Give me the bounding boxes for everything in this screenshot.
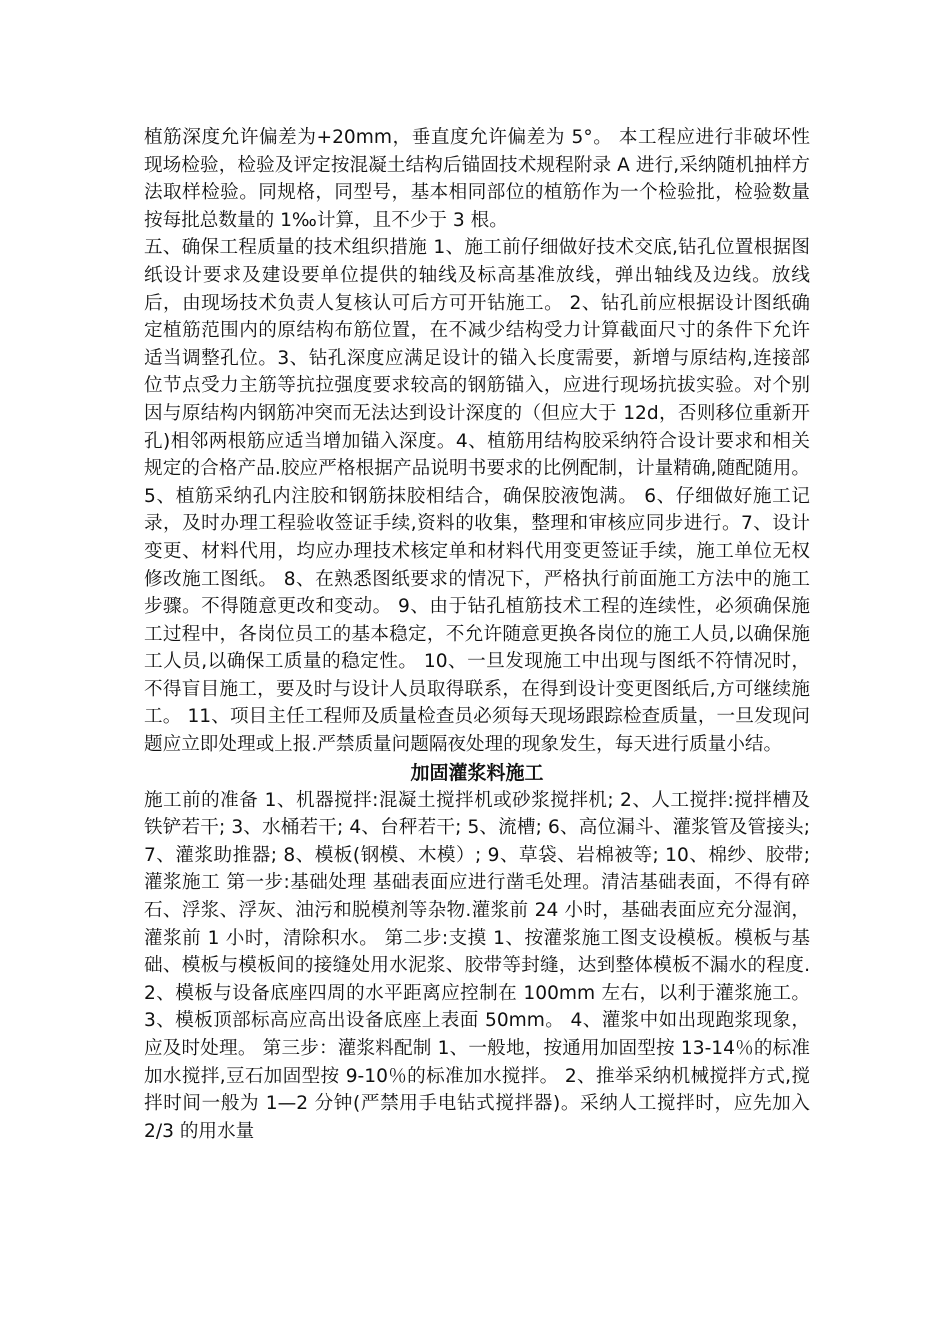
- paragraph-anchor-inspection: 植筋深度允许偏差为+20mm，垂直度允许偏差为 5°。 本工程应进行非破坏性现场检验，检验及评定按混凝土结构后锚固技术规程附录 A 进行,采纳随机抽样方法取样检验。同规格，同型号，基本相同部位的植筋作为一个检验批，检验数量按每批总数量的 1‰计算，且不少于 3 根。: [144, 127, 810, 231]
- section-title: 加固灌浆料施工: [410, 761, 544, 784]
- paragraph-quality-measures: 五、确保工程质量的技术组织措施 1、施工前仔细做好技术交底,钻孔位置根据图纸设计要求及建设要单位提供的轴线及标高基准放线，弹出轴线及边线。放线后，由现场技术负责人复核认可后方可开钻施工。 2、钻孔前应根据设计图纸确定植筋范围内的原结构布筋位置，在不减少结构受力计算截面尺寸的条件下允许适当调整孔位。3、钻孔深度应满足设计的锚入长度需要，新增与原结构,连接部位节点受力主筋等抗拉强度要求较高的钢筋锚入，应进行现场抗拔实验。对个别因与原结构内钢筋冲突而无法达到设计深度的（但应大于 12d，否则移位重新开孔)相邻两根筋应适当增加锚入深度。4、植筋用结构胶采纳符合设计要求和相关规定的合格产品.胶应严格根据产品说明书要求的比例配制，计量精确,随配随用。 5、植筋采纳孔内注胶和钢筋抹胶相结合，确保胶液饱满。 6、仔细做好施工记录，及时办理工程验收签证手续,资料的收集，整理和审核应同步进行。7、设计变更、材料代用，均应办理技术核定单和材料代用变更签证手续，施工单位无权修改施工图纸。 8、在熟悉图纸要求的情况下，严格执行前面施工方法中的施工步骤。不得随意更改和变动。 9、由于钻孔植筋技术工程的连续性，必须确保施工过程中，各岗位员工的基本稳定，不允许随意更换各岗位的施工人员,以确保施工人员,以确保工质量的稳定性。 10、一旦发现施工中出现与图纸不符情况时，不得盲目施工，要及时与设计人员取得联系，在得到设计变更图纸后,方可继续施工。 11、项目主任工程师及质量检查员必须每天现场跟踪检查质量，一旦发现问题应立即处理或上报.严禁质量问题隔夜处理的现象发生，每天进行质量小结。: [144, 237, 810, 756]
- paragraph-grouting-construction: 施工前的准备 1、机器搅拌:混凝土搅拌机或砂浆搅拌机; 2、人工搅拌:搅拌槽及铁铲若干; 3、水桶若干; 4、台秤若干; 5、流槽; 6、高位漏斗、灌浆管及管接头; 7、灌浆助推器; 8、模板(钢模、木模）; 9、草袋、岩棉被等; 10、棉纱、胶带; 灌浆施工 第一步:基础处理 基础表面应进行凿毛处理。清洁基础表面，不得有碎石、浮浆、浮灰、油污和脱模剂等杂物.灌浆前 24 小时，基础表面应充分湿润，灌浆前 1 小时，清除积水。 第二步:支摸 1、按灌浆施工图支设模板。模板与基础、模板与模板间的接缝处用水泥浆、胶带等封缝，达到整体模板不漏水的程度. 2、模板与设备底座四周的水平距离应控制在 100mm 左右，以利于灌浆施工。 3、模板顶部标高应高出设备底座上表面 50mm。 4、灌浆中如出现跑浆现象，应及时处理。 第三步：灌浆料配制 1、一般地，按通用加固型按 13-14％的标准加水搅拌,豆石加固型按 9-10％的标准加水搅拌。 2、推举采纳机械搅拌方式,搅拌时间一般为 1—2 分钟(严禁用手电钻式搅拌器)。采纳人工搅拌时，应先加入 2/3 的用水量: [144, 789, 810, 1142]
- document-page: [144, 124, 810, 1145]
